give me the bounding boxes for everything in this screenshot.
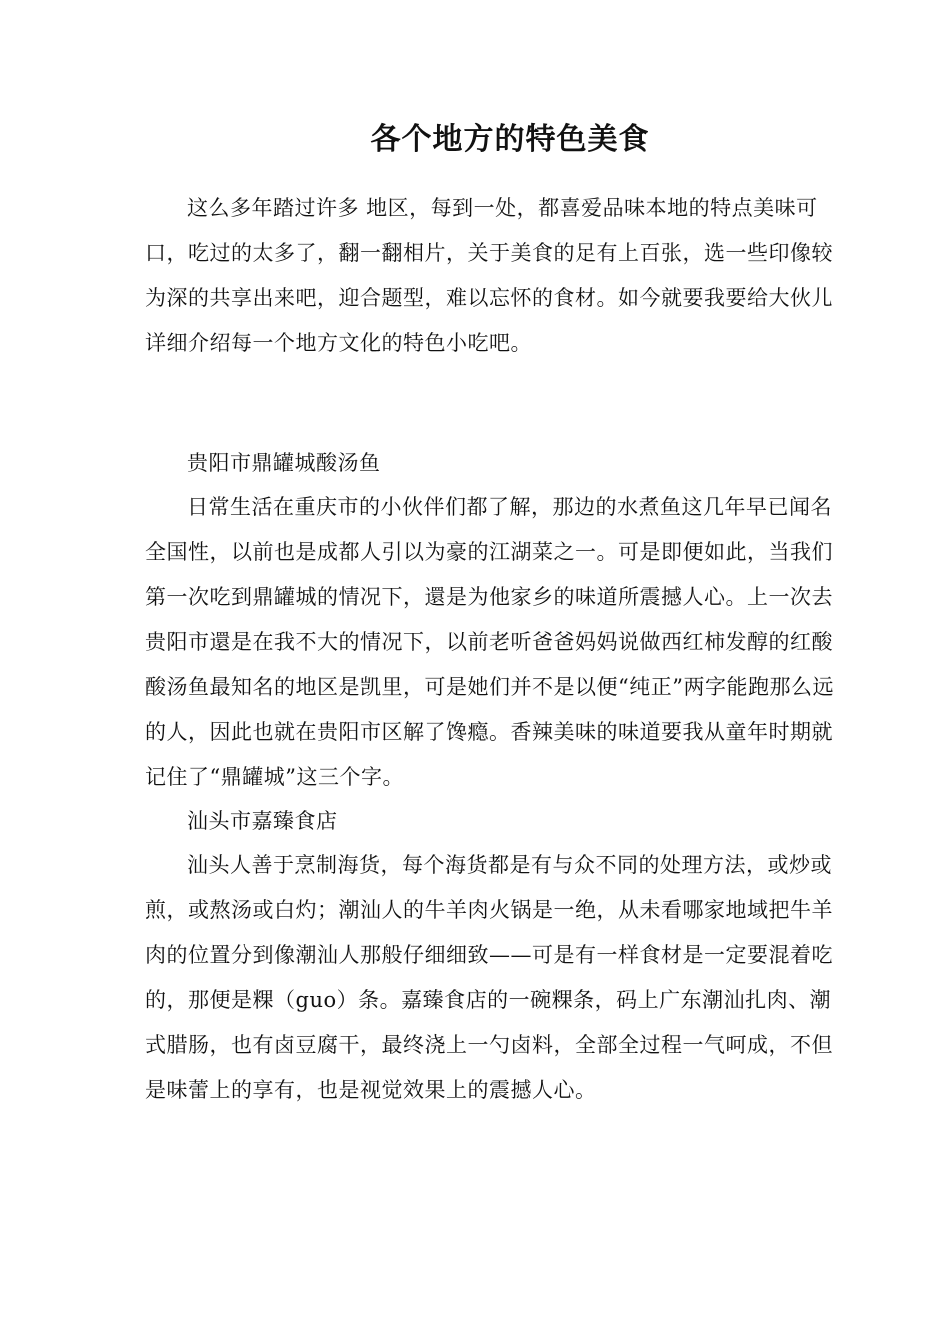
document-body [145, 186, 835, 1113]
paragraph-spacer [145, 366, 835, 442]
section-heading-guiyang: 贵阳市鼎罐城酸汤鱼 [187, 451, 381, 475]
section-body-guiyang: 日常生活在重庆市的小伙伴们都了解，那边的水煮鱼这几年早已闻名全国性，以前也是成都人引以为豪的江湖菜之一。可是即便如此，当我们第一次吃到鼎罐城的情况下，還是为他家乡的味道所震撼人心。上一次去贵阳市還是在我不大的情况下，以前老听爸爸妈妈说做西红柿发醇的红酸酸汤鱼最知名的地区是凯里，可是她们并不是以便“纯正”两字能跑那么远的人，因此也就在贵阳市区解了馋瘾。香辣美味的味道要我从童年时期就记住了“鼎罐城”这三个字。 [145, 495, 834, 789]
document-title: 各个地方的特色美食 [370, 122, 650, 157]
section-heading-shantou: 汕头市嘉臻食店 [187, 809, 338, 833]
section-body-shantou: 汕头人善于烹制海货，每个海货都是有与众不同的处理方法，或炒或煎，或熬汤或白灼；潮汕人的牛羊肉火锅是一绝，从未看哪家地域把牛羊肉的位置分到像潮汕人那般仔细细致——可是有一样食材是一定要混着吃的，那便是粿（guo）条。嘉臻食店的一碗粿条，码上广东潮汕扎肉、潮式腊肠，也有卤豆腐干，最终浇上一勺卤料，全部全过程一气呵成，不但是味蕾上的享有，也是视觉效果上的震撼人心。 [145, 853, 833, 1102]
intro-paragraph: 这么多年踏过许多 地区，每到一处，都喜爱品味本地的特点美味可口，吃过的太多了，翻一翻相片，关于美食的足有上百张，选一些印像较为深的共享出来吧，迎合题型，难以忘怀的食材。如今就要我要给大伙儿详细介绍每一个地方文化的特色小吃吧。 [145, 196, 833, 355]
